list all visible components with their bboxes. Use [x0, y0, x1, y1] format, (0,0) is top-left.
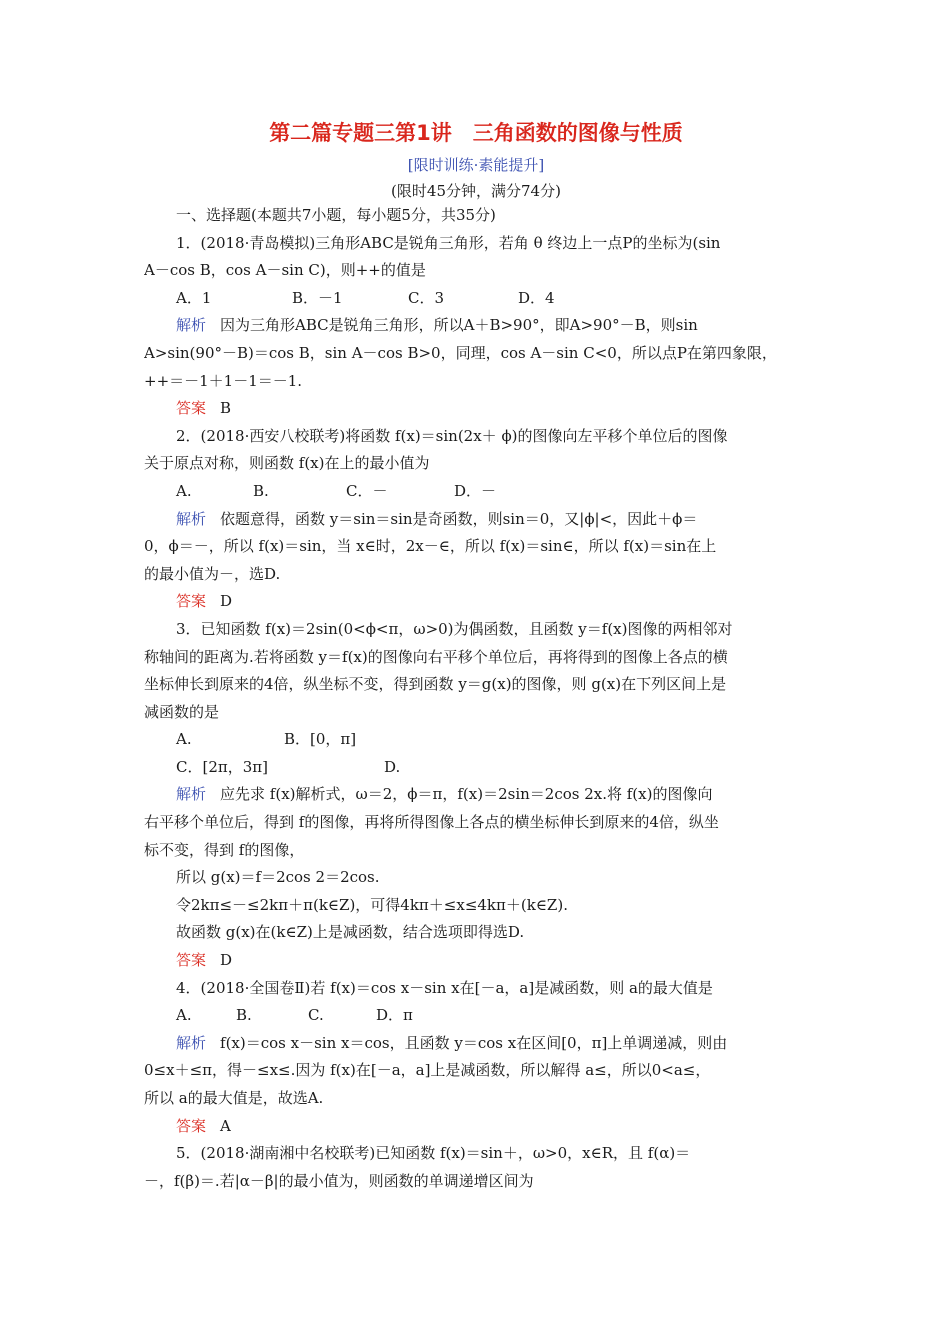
q1-option-c: C．3 [408, 288, 445, 307]
analysis-label: 解析 [176, 509, 207, 528]
q2-option-a: A. [176, 481, 192, 500]
q2-stem-line-2: 关于原点对称，则函数 f(x)在上的最小值为 [144, 454, 430, 473]
q3-answer [144, 947, 808, 975]
q3-analysis-line-2: 右平移个单位后，得到 f的图像，再将所得图像上各点的横坐标伸长到原来的4倍，纵坐 [144, 813, 719, 832]
q4-analysis-line-3: 所以 a的最大值是，故选A. [144, 1089, 324, 1107]
q2-analysis-text: 依题意得，函数 y＝sin＝sin是奇函数，则sin＝0，又|ϕ|<，因此＋ϕ＝ [220, 509, 698, 528]
q3-option-c: C．[2π，3π] [176, 757, 268, 776]
answer-label: 答案 [176, 1116, 207, 1135]
q2-option-d: D．－ [454, 481, 497, 500]
q4-answer-value: A [220, 1116, 231, 1135]
q1-answer-value: B [220, 399, 232, 418]
page-title: 第二篇专题三第1讲 三角函数的图像与性质 [269, 121, 683, 145]
q2-answer-value: D [220, 592, 233, 611]
q2-options [144, 478, 808, 506]
q2-analysis-line-1 [144, 506, 808, 534]
q3-option-a: A. [176, 730, 192, 749]
analysis-label: 解析 [176, 316, 207, 335]
q4-analysis-text: f(x)＝cos x－sin x＝cos，且函数 y＝cos x在区间[0，π]上单调递减，则由 [220, 1033, 728, 1052]
q3-analysis-text: 应先求 f(x)解析式，ω＝2，ϕ＝π，f(x)＝2sin＝2cos 2x.将 f(x)的图像向 [220, 785, 713, 804]
q1-answer [144, 395, 808, 423]
q3-options-row-1 [144, 726, 808, 754]
time-limit: (限时45分钟，满分74分) [391, 182, 561, 200]
q4-option-a: A. [176, 1006, 192, 1025]
q3-analysis-line-3: 标不变，得到 f的图像， [144, 840, 305, 859]
q4-answer [144, 1113, 808, 1141]
q4-analysis-line-2: 0≤x＋≤π，得－≤x≤.因为 f(x)在[－a，a]上是减函数，所以解得 a≤，所以0<a≤， [144, 1061, 711, 1080]
q1-analysis-line-2: A>sin(90°－B)＝cos B，sin A－cos B>0，同理，cos A－sin C<0，所以点P在第四象限， [144, 343, 777, 362]
q3-options-row-2 [144, 754, 808, 782]
analysis-label: 解析 [176, 785, 207, 804]
q3-stem-line-4: 减函数的是 [144, 702, 220, 721]
q3-analysis-line-1 [144, 781, 808, 809]
answer-label: 答案 [176, 592, 207, 611]
q4-option-d: D．π [376, 1006, 413, 1025]
answer-label: 答案 [176, 399, 207, 418]
q3-analysis-line-5: 令2kπ≤－≤2kπ＋π(k∈Z)，可得4kπ＋≤x≤4kπ＋(k∈Z). [176, 895, 568, 914]
q3-answer-value: D [220, 951, 233, 970]
q1-stem-line-1: 1．(2018·青岛模拟)三角形ABC是锐角三角形，若角 θ 终边上一点P的坐标为(sin [176, 233, 721, 252]
q1-analysis-line-3: ++＝－1＋1－1＝－1. [144, 371, 303, 390]
q1-analysis-text: 因为三角形ABC是锐角三角形，所以A＋B>90°，即A>90°－B，则sin [220, 316, 698, 335]
q2-option-b: B. [253, 481, 269, 500]
q3-analysis-line-4: 所以 g(x)＝f＝2cos 2＝2cos. [176, 868, 380, 887]
q2-stem-line-1: 2．(2018·西安八校联考)将函数 f(x)＝sin(2x＋ ϕ)的图像向左平移个单位后的图像 [176, 426, 728, 445]
page-subtitle: [限时训练·素能提升] [407, 156, 545, 174]
q1-option-a: A．1 [176, 288, 212, 307]
q4-option-b: B. [236, 1006, 252, 1025]
section-heading: 一、选择题(本题共7小题，每小题5分，共35分) [176, 206, 496, 224]
answer-label: 答案 [176, 951, 207, 970]
analysis-label: 解析 [176, 1033, 207, 1052]
q1-analysis-line-1 [144, 312, 808, 340]
q3-stem-line-1: 3．已知函数 f(x)＝2sin(0<ϕ<π，ω>0)为偶函数，且函数 y＝f(x)图像的两相邻对 [176, 619, 733, 638]
q1-option-d: D．4 [518, 288, 555, 307]
q5-stem-line-1: 5．(2018·湖南湘中名校联考)已知函数 f(x)＝sin＋，ω>0，x∈R，且 f(α)＝ [176, 1144, 691, 1163]
q2-option-c: C．－ [346, 481, 388, 500]
q2-answer [144, 588, 808, 616]
q4-analysis-line-1 [144, 1030, 808, 1058]
q3-option-d: D. [384, 757, 401, 776]
q4-option-c: C. [308, 1006, 324, 1025]
q1-option-b: B．－1 [292, 288, 343, 307]
q3-option-b: B．[0，π] [284, 730, 357, 749]
q1-options [144, 285, 808, 313]
q2-analysis-line-2: 0，ϕ＝－，所以 f(x)＝sin，当 x∈时，2x－∈，所以 f(x)＝sin∈，所以 f(x)＝sin在上 [144, 537, 717, 556]
q1-stem-line-2: A－cos B，cos A－sin C)，则++的值是 [144, 261, 426, 280]
q5-stem-line-2: －，f(β)＝.若|α－β|的最小值为，则函数的单调递增区间为 [144, 1171, 534, 1190]
q4-options [144, 1002, 808, 1030]
document-page [144, 118, 808, 1195]
q3-analysis-line-6: 故函数 g(x)在(k∈Z)上是减函数，结合选项即得选D. [176, 923, 525, 942]
q2-analysis-line-3: 的最小值为－，选D. [144, 564, 281, 583]
q4-stem-line-1: 4．(2018·全国卷Ⅱ)若 f(x)＝cos x－sin x在[－a，a]是减函数，则 a的最大值是 [176, 978, 713, 997]
q3-stem-line-3: 坐标伸长到原来的4倍，纵坐标不变，得到函数 y＝g(x)的图像，则 g(x)在下列区间上是 [144, 675, 727, 694]
q3-stem-line-2: 称轴间的距离为.若将函数 y＝f(x)的图像向右平移个单位后，再将得到的图像上各点的横 [144, 647, 728, 666]
